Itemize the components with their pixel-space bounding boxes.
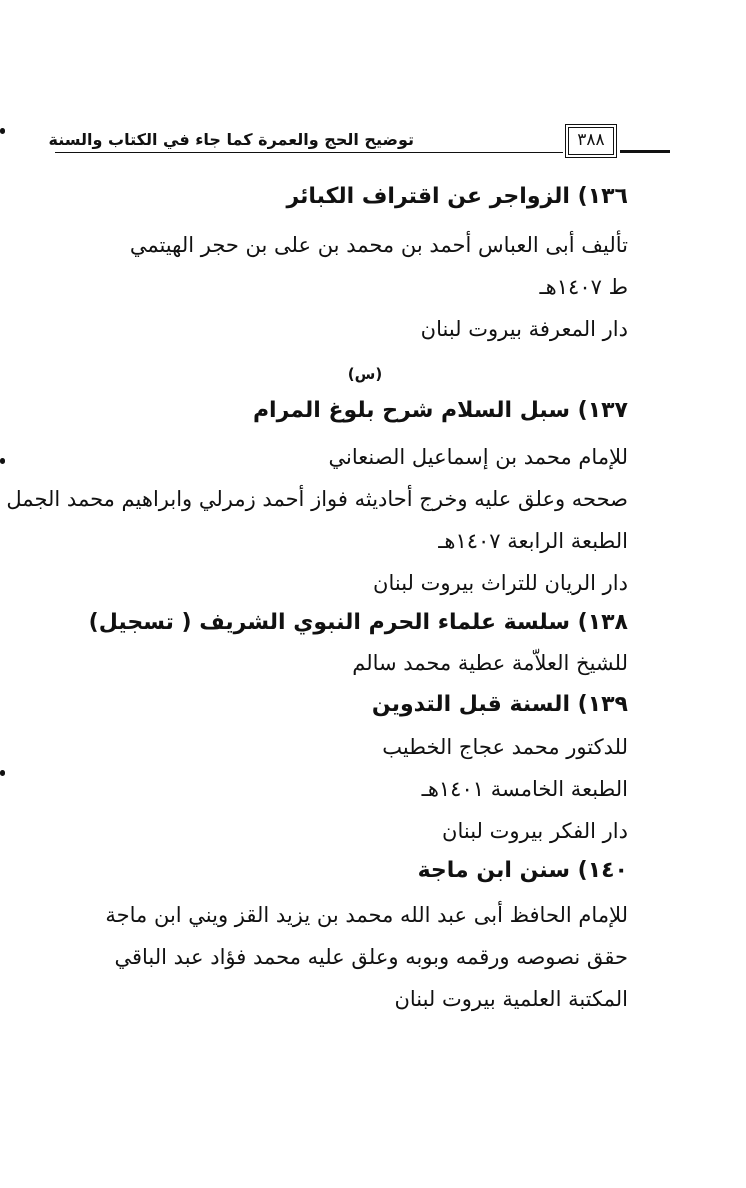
- section-letter: (س): [347, 365, 383, 383]
- running-title: توضيح الحج والعمرة كما جاء في الكتاب والسنة: [48, 130, 414, 149]
- entry-publisher-136: دار المعرفة بيروت لبنان: [420, 317, 628, 341]
- entry-author-140: للإمام الحافظ أبى عبد الله محمد بن يزيد القز ويني ابن ماجة: [105, 903, 628, 927]
- entry-publisher-137: دار الريان للتراث بيروت لبنان: [373, 571, 628, 595]
- entry-title-137: ١٣٧) سبل السلام شرح بلوغ المرام: [252, 398, 628, 423]
- entry-author-138: للشيخ العلاّمة عطية محمد سالم: [352, 651, 628, 675]
- entry-author-137: للإمام محمد بن إسماعيل الصنعاني: [328, 445, 628, 469]
- margin-mark: [0, 458, 5, 464]
- entry-editor-140: حقق نصوصه ورقمه وبوبه وعلق عليه محمد فؤاد عبد الباقي: [114, 945, 628, 969]
- header-rule-thick: [620, 150, 670, 153]
- entry-title-136: ١٣٦) الزواجر عن اقتراف الكبائر: [286, 184, 628, 209]
- entry-title-139: ١٣٩) السنة قبل التدوين: [371, 692, 628, 717]
- entry-edition-137: الطبعة الرابعة ١٤٠٧هـ: [438, 529, 628, 553]
- entry-edition-139: الطبعة الخامسة ١٤٠١هـ: [421, 777, 628, 801]
- page-number: ٣٨٨: [568, 127, 614, 155]
- entry-author-139: للدكتور محمد عجاج الخطيب: [382, 735, 628, 759]
- margin-mark: [0, 128, 5, 134]
- entry-editors-137: صححه وعلق عليه وخرج أحاديثه فواز أحمد زمرلي وابراهيم محمد الجمل: [6, 487, 628, 511]
- entry-publisher-139: دار الفكر بيروت لبنان: [442, 819, 628, 843]
- margin-mark: [0, 770, 5, 776]
- entry-title-138: ١٣٨) سلسة علماء الحرم النبوي الشريف ( تسجيل): [88, 610, 628, 635]
- entry-title-140: ١٤٠) سنن ابن ماجة: [417, 858, 628, 883]
- entry-edition-136: ط ١٤٠٧هـ: [539, 275, 628, 299]
- page-number-frame: [565, 124, 617, 158]
- header-rule: [55, 152, 563, 153]
- entry-publisher-140: المكتبة العلمية بيروت لبنان: [394, 987, 628, 1011]
- entry-author-136: تأليف أبى العباس أحمد بن محمد بن على بن حجر الهيتمي: [129, 233, 628, 257]
